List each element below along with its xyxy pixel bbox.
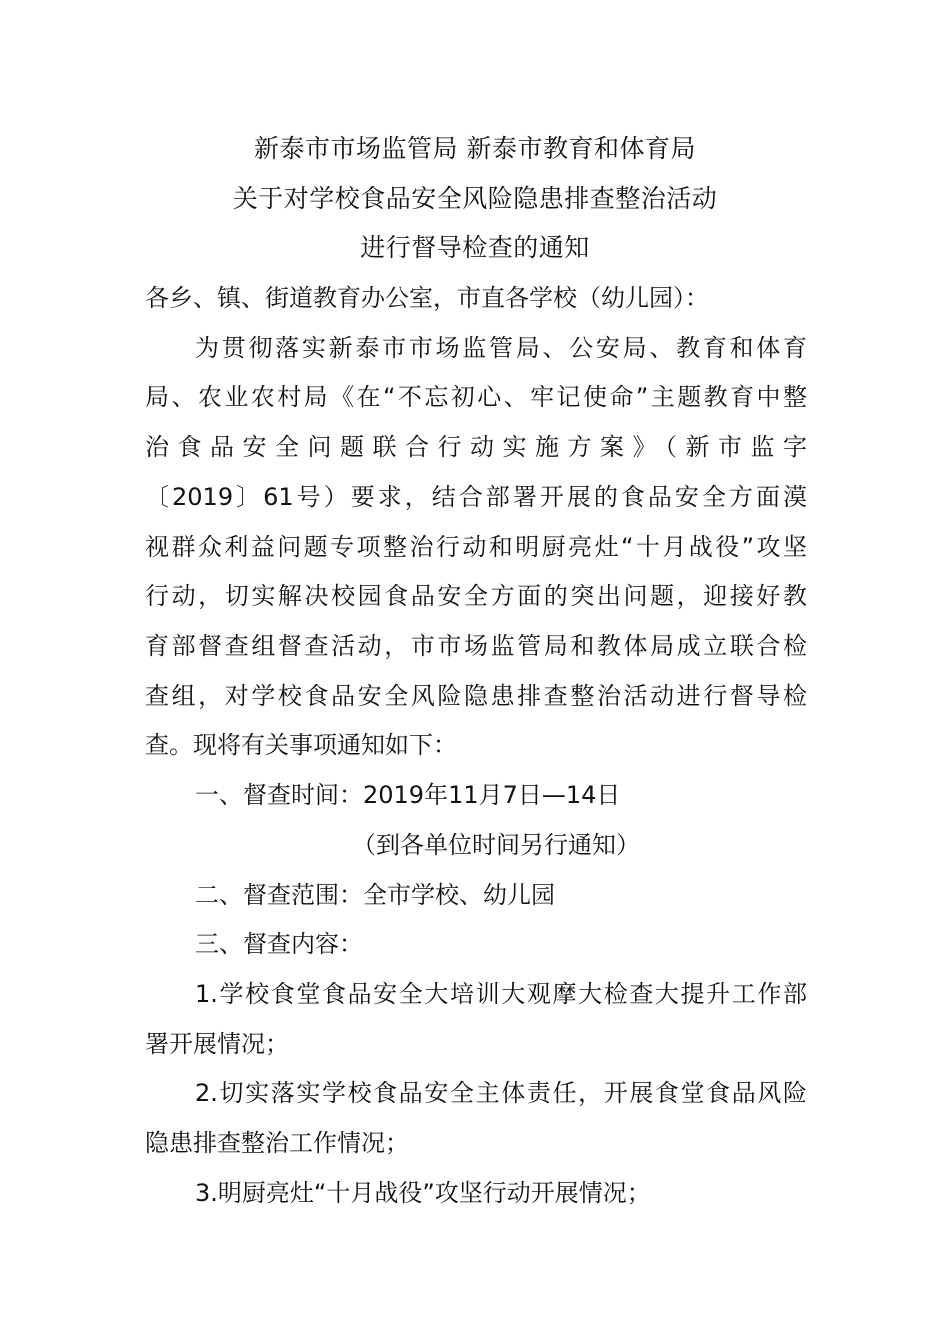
intro-line: 治食品安全问题联合行动实施方案》（新市监字 xyxy=(145,433,807,461)
intro-line: 育部督查组督查活动，市市场监管局和教体局成立联合检 xyxy=(145,632,807,660)
title-line-3: 进行督导检查的通知 xyxy=(360,233,590,262)
title-line-1: 新泰市市场监管局 新泰市教育和体育局 xyxy=(254,134,696,163)
intro-line: 视群众利益问题专项整治行动和明厨亮灶“十月战役”攻坚 xyxy=(145,533,807,561)
intro-line: 〔2019〕61号）要求，结合部署开展的食品安全方面漠 xyxy=(145,483,807,511)
list-item-2-line-2: 隐患排查整治工作情况； xyxy=(145,1129,409,1157)
intro-line: 局、农业农村局《在“不忘初心、牢记使命”主题教育中整 xyxy=(145,383,807,411)
list-item-1-line-1: 1.学校食堂食品安全大培训大观摩大检查大提升工作部 xyxy=(195,980,807,1008)
intro-line: 行动，切实解决校园食品安全方面的突出问题，迎接好教 xyxy=(145,582,807,610)
intro-line: 为贯彻落实新泰市市场监管局、公安局、教育和体育 xyxy=(195,334,807,362)
list-item-1-line-2: 署开展情况； xyxy=(145,1030,289,1058)
salutation: 各乡、镇、街道教育办公室，市直各学校（幼儿园）： xyxy=(145,284,709,312)
section-1-time: 一、督查时间：2019年11月7日—14日 xyxy=(195,781,621,809)
section-3-heading: 三、督查内容： xyxy=(195,930,363,958)
intro-line: 查。现将有关事项通知如下： xyxy=(145,731,457,759)
intro-line: 查组，对学校食品安全风险隐患排查整治活动进行督导检 xyxy=(145,682,807,710)
section-2-scope: 二、督查范围：全市学校、幼儿园 xyxy=(195,881,555,909)
title-line-2: 关于对学校食品安全风险隐患排查整治活动 xyxy=(232,184,718,213)
list-item-3-line-1: 3.明厨亮灶“十月战役”攻坚行动开展情况； xyxy=(195,1179,651,1207)
section-1-note: （到各单位时间另行通知） xyxy=(352,831,640,859)
list-item-2-line-1: 2.切实落实学校食品安全主体责任，开展食堂食品风险 xyxy=(195,1079,807,1107)
